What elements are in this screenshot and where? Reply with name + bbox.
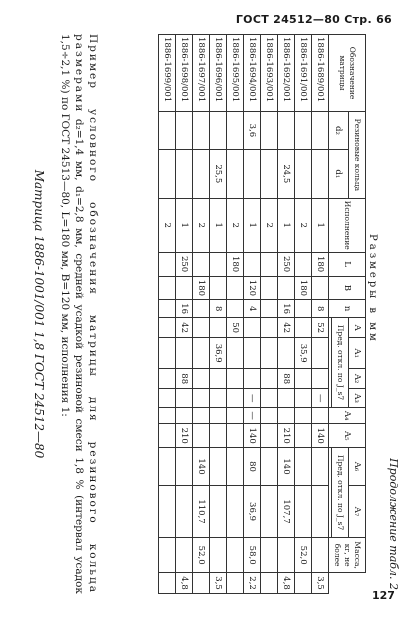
table-row	[159, 35, 176, 594]
cell-A1	[193, 338, 210, 369]
cell-A4	[210, 408, 227, 424]
cell-A7b: 110,7	[193, 485, 210, 537]
cell-n	[159, 300, 176, 318]
col-A3-header: A₃	[349, 389, 366, 408]
cell-A1: 36,9	[210, 338, 227, 369]
cell-mass	[227, 573, 244, 594]
cell-A1	[278, 338, 295, 369]
cell-A7b	[176, 485, 193, 537]
cell-L	[244, 252, 261, 276]
col-d1-header: d₁	[329, 149, 349, 198]
cell-designation: 1886-1698/001	[176, 35, 193, 112]
cell-mass	[295, 573, 312, 594]
col-A5-header: A₅	[329, 424, 366, 448]
cell-execution: 1	[210, 198, 227, 252]
table-row	[278, 35, 295, 594]
cell-A7b	[159, 485, 176, 537]
example-designation: Матрица 1886-1001/001 1,8 ГОСТ 24512—80	[32, 169, 46, 459]
cell-A6	[295, 448, 312, 486]
cell-mass: 4,8	[176, 573, 193, 594]
cell-A5: 210	[176, 424, 193, 448]
cell-A2: 88	[278, 369, 295, 389]
cell-A7	[176, 538, 193, 573]
cell-mass	[159, 573, 176, 594]
col-execution-header: Исполнение	[329, 198, 366, 252]
cell-d1	[312, 149, 329, 198]
cell-A7: 52,0	[193, 538, 210, 573]
cell-d2	[261, 112, 278, 150]
cell-execution: 1	[176, 198, 193, 252]
cell-d2: 3,6	[244, 112, 261, 150]
cell-A: 50	[227, 318, 244, 338]
cell-designation: 1886-1696/001	[210, 35, 227, 112]
cell-A4: —	[244, 408, 261, 424]
cell-A6	[210, 448, 227, 486]
cell-n	[295, 300, 312, 318]
cell-A6	[159, 448, 176, 486]
cell-execution: 2	[193, 198, 210, 252]
cell-A3	[278, 389, 295, 408]
col-d2-header: d₂	[329, 112, 349, 150]
col-rubber-ring-header: Резиновые кольца	[349, 112, 366, 199]
cell-d2	[227, 112, 244, 150]
cell-A7b	[261, 485, 278, 537]
cell-B	[261, 276, 278, 300]
cell-A5: 210	[278, 424, 295, 448]
cell-A6: 80	[244, 448, 261, 486]
cell-A1: 35,9	[295, 338, 312, 369]
cell-designation: 1886-1689/001	[312, 35, 329, 112]
cell-B: 180	[295, 276, 312, 300]
table-header-row	[349, 35, 366, 594]
table-body	[159, 35, 329, 594]
cell-d1	[261, 149, 278, 198]
col-n-header: n	[329, 300, 366, 318]
tolerance-right-header: Пред. откл. по J_s7	[332, 448, 349, 538]
col-A6-header: A₆	[349, 448, 366, 486]
cell-d1	[244, 149, 261, 198]
table-continuation-label: Продолжение табл. 2	[387, 458, 400, 590]
cell-A7b	[295, 485, 312, 537]
example-head: Пример условного обозначения матрицы для резинового кольца размерами	[73, 34, 99, 594]
cell-L	[210, 252, 227, 276]
cell-A6	[227, 448, 244, 486]
table-row	[244, 35, 261, 594]
cell-A: 52	[312, 318, 329, 338]
cell-A3	[227, 389, 244, 408]
cell-A6	[312, 448, 329, 486]
cell-A1	[176, 338, 193, 369]
cell-n	[193, 300, 210, 318]
cell-mass	[193, 573, 210, 594]
cell-A3	[176, 389, 193, 408]
cell-A7	[210, 538, 227, 573]
cell-d1: 24,5	[278, 149, 295, 198]
cell-A4	[261, 408, 278, 424]
cell-A4	[227, 408, 244, 424]
cell-A2	[261, 369, 278, 389]
cell-A6: 140	[193, 448, 210, 486]
table-row	[176, 35, 193, 594]
cell-A4	[159, 408, 176, 424]
cell-B: 180	[193, 276, 210, 300]
example-paragraph	[58, 34, 100, 594]
cell-A7b: 36,9	[244, 485, 261, 537]
cell-execution: 1	[312, 198, 329, 252]
cell-A3	[193, 389, 210, 408]
table-row	[261, 35, 278, 594]
rotated-page-content	[8, 34, 400, 594]
sizes-title: Размеры в мм	[367, 234, 378, 344]
cell-A1	[312, 338, 329, 369]
cell-A1	[244, 338, 261, 369]
cell-A4	[176, 408, 193, 424]
cell-A3	[261, 389, 278, 408]
cell-d1	[295, 149, 312, 198]
cell-d1	[176, 149, 193, 198]
cell-mass: 3,5	[210, 573, 227, 594]
cell-A5	[193, 424, 210, 448]
cell-A3: —	[244, 389, 261, 408]
cell-mass: 4,8	[278, 573, 295, 594]
cell-A7	[278, 538, 295, 573]
cell-d2	[295, 112, 312, 150]
cell-A7	[227, 538, 244, 573]
spec-table	[158, 34, 366, 594]
cell-execution: 1	[278, 198, 295, 252]
cell-A	[159, 318, 176, 338]
cell-execution: 2	[295, 198, 312, 252]
cell-L: 180	[312, 252, 329, 276]
col-A4-header: A₄	[329, 408, 366, 424]
cell-d2	[159, 112, 176, 150]
cell-execution: 2	[227, 198, 244, 252]
cell-A1	[227, 338, 244, 369]
cell-A5	[295, 424, 312, 448]
cell-A2	[210, 369, 227, 389]
tolerance-left-header: Пред. откл. по J_s7	[332, 318, 349, 408]
cell-A2	[295, 369, 312, 389]
cell-d1	[193, 149, 210, 198]
cell-B	[210, 276, 227, 300]
cell-A3: —	[312, 389, 329, 408]
cell-designation: 1886-1691/001	[295, 35, 312, 112]
cell-A2	[244, 369, 261, 389]
table-row	[193, 35, 210, 594]
cell-A2	[193, 369, 210, 389]
cell-execution: 2	[261, 198, 278, 252]
cell-d2	[278, 112, 295, 150]
cell-A	[193, 318, 210, 338]
cell-designation: 1886-1697/001	[193, 35, 210, 112]
cell-A6	[176, 448, 193, 486]
cell-A2: 88	[176, 369, 193, 389]
cell-A5	[261, 424, 278, 448]
cell-A7: 58,0	[244, 538, 261, 573]
cell-L	[159, 252, 176, 276]
cell-A: 42	[278, 318, 295, 338]
cell-B: 120	[244, 276, 261, 300]
cell-A7: 52,0	[295, 538, 312, 573]
cell-execution: 1	[244, 198, 261, 252]
cell-L: 250	[278, 252, 295, 276]
col-designation-header: Обозначение матрицы	[329, 35, 366, 112]
cell-d2	[176, 112, 193, 150]
cell-d2	[193, 112, 210, 150]
cell-A7	[312, 538, 329, 573]
cell-n: 8	[312, 300, 329, 318]
cell-A5: 140	[312, 424, 329, 448]
table-row	[210, 35, 227, 594]
cell-A	[210, 318, 227, 338]
cell-A2	[159, 369, 176, 389]
table-row	[295, 35, 312, 594]
cell-d1	[227, 149, 244, 198]
cell-A7b: 107,7	[278, 485, 295, 537]
cell-n: 16	[176, 300, 193, 318]
cell-A6	[261, 448, 278, 486]
cell-L	[193, 252, 210, 276]
table-row	[312, 35, 329, 594]
cell-B	[227, 276, 244, 300]
cell-A3	[210, 389, 227, 408]
cell-A2	[312, 369, 329, 389]
cell-A3	[159, 389, 176, 408]
cell-designation: 1886-1699/001	[159, 35, 176, 112]
cell-A	[244, 318, 261, 338]
example-body: d₂=1,4 мм, d₁=2,8 мм, средней усадкой резиновой смеси 1,8 % (интервал усадок 1,5÷2,1 %) по ГОСТ 24513—80, L=180 мм, B=120 мм, исполнения 1:	[59, 34, 85, 594]
cell-B	[312, 276, 329, 300]
cell-mass: 3,5	[312, 573, 329, 594]
col-mass-header: Масса, кг, не более	[329, 538, 366, 573]
cell-A3	[295, 389, 312, 408]
cell-designation: 1886-1695/001	[227, 35, 244, 112]
cell-d1	[159, 149, 176, 198]
cell-B	[278, 276, 295, 300]
cell-A2	[227, 369, 244, 389]
cell-A7b	[312, 485, 329, 537]
cell-A5	[227, 424, 244, 448]
col-A1-header: A₁	[349, 338, 366, 369]
cell-A7b	[227, 485, 244, 537]
cell-d2	[210, 112, 227, 150]
cell-A6: 140	[278, 448, 295, 486]
cell-designation: 1886-1693/001	[261, 35, 278, 112]
cell-B	[159, 276, 176, 300]
cell-d1: 25,5	[210, 149, 227, 198]
cell-L	[261, 252, 278, 276]
cell-L	[295, 252, 312, 276]
cell-A4	[295, 408, 312, 424]
cell-n: 4	[244, 300, 261, 318]
table-row	[227, 35, 244, 594]
cell-A7	[261, 538, 278, 573]
col-A2-header: A₂	[349, 369, 366, 389]
cell-L: 250	[176, 252, 193, 276]
cell-n	[227, 300, 244, 318]
cell-A	[261, 318, 278, 338]
col-A-header: A	[349, 318, 366, 338]
cell-execution: 2	[159, 198, 176, 252]
cell-designation: 1886-1692/001	[278, 35, 295, 112]
cell-n	[261, 300, 278, 318]
cell-A4	[193, 408, 210, 424]
col-A7-header: A₇	[349, 485, 366, 537]
cell-B	[176, 276, 193, 300]
cell-A5: 140	[244, 424, 261, 448]
page-header: ГОСТ 24512—80 Стр. 66	[235, 13, 392, 26]
cell-A1	[261, 338, 278, 369]
cell-A5	[159, 424, 176, 448]
cell-L: 180	[227, 252, 244, 276]
cell-A7	[159, 538, 176, 573]
cell-A4	[312, 408, 329, 424]
cell-mass: 2,2	[244, 573, 261, 594]
cell-n: 8	[210, 300, 227, 318]
cell-A5	[210, 424, 227, 448]
cell-A	[295, 318, 312, 338]
cell-A1	[159, 338, 176, 369]
cell-A7b	[210, 485, 227, 537]
cell-A: 42	[176, 318, 193, 338]
cell-designation: 1886-1694/001	[244, 35, 261, 112]
col-L-header: L	[329, 252, 366, 276]
col-B-header: B	[329, 276, 366, 300]
cell-d2	[312, 112, 329, 150]
page-number: 127	[372, 589, 395, 602]
cell-n: 16	[278, 300, 295, 318]
cell-A4	[278, 408, 295, 424]
cell-mass	[261, 573, 278, 594]
